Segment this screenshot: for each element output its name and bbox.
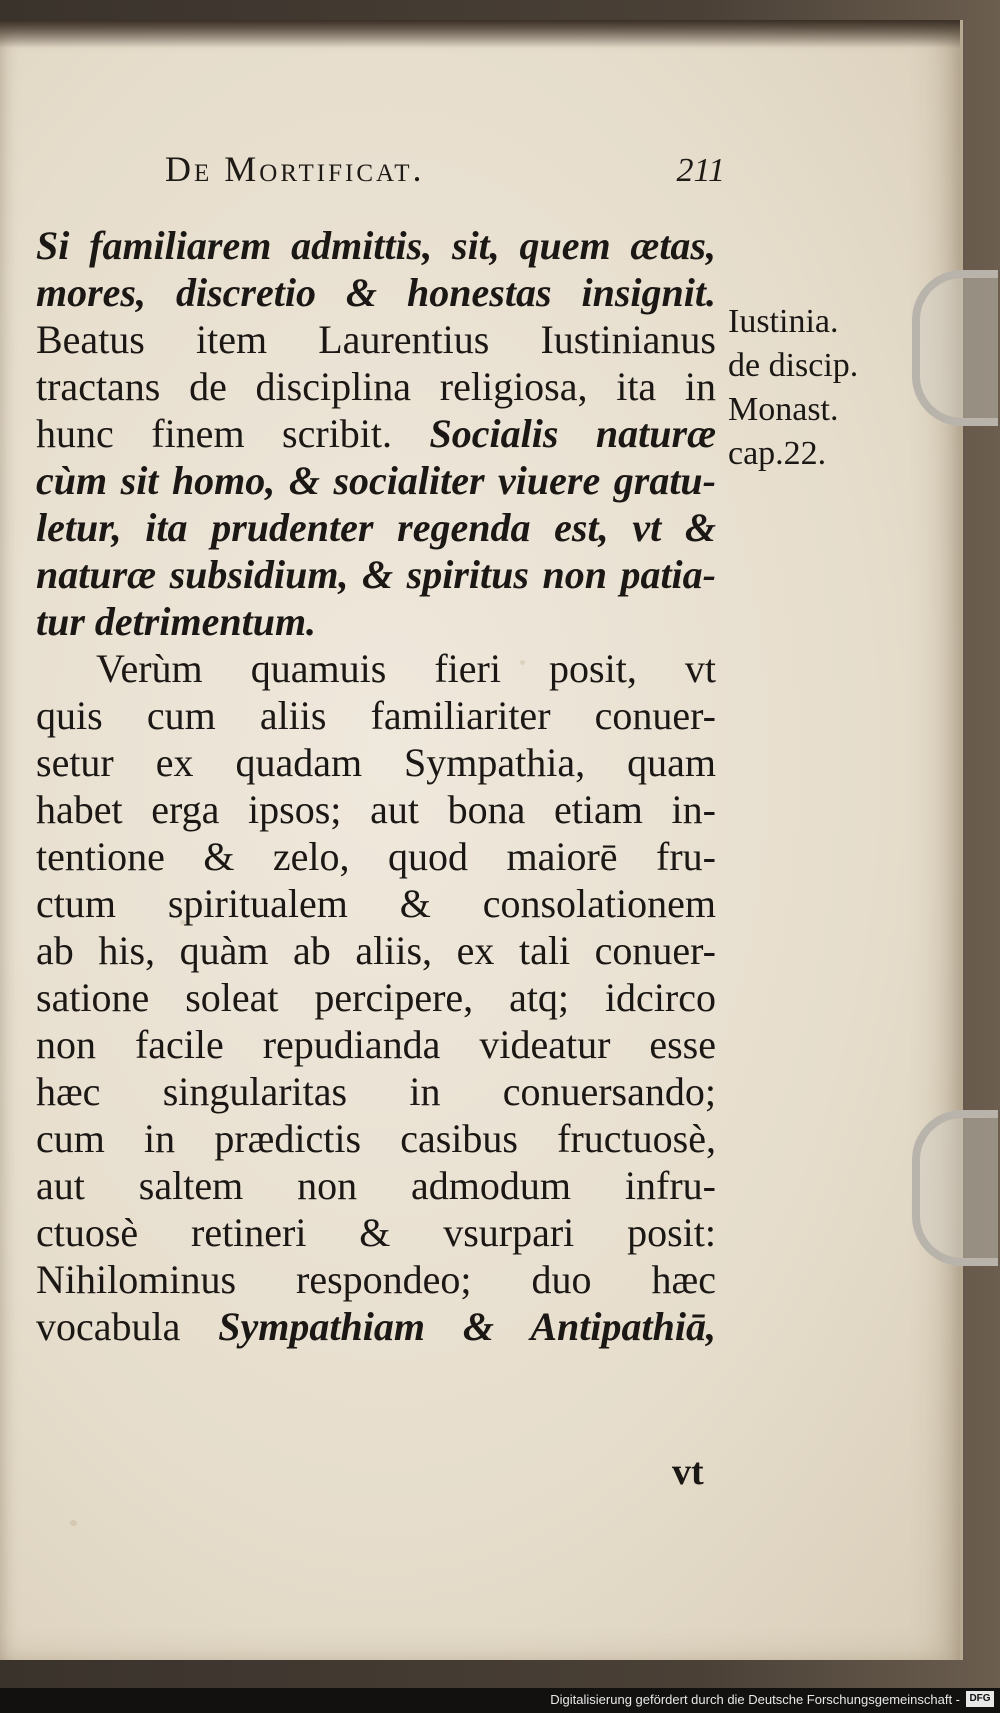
dfg-logo: DFG [966, 1691, 994, 1707]
text-line [36, 1209, 716, 1256]
text-line [36, 551, 716, 598]
running-head-title: De Mortificat. [165, 149, 425, 189]
text-segment: Si familiarem admittis, sit, quem ætas, [36, 223, 716, 268]
text-line [36, 269, 716, 316]
text-line [36, 457, 716, 504]
text-segment: vocabula [36, 1304, 219, 1349]
text-line [36, 222, 716, 269]
text-segment: Verùm quamuis fieri posit, vt [96, 646, 716, 691]
text-segment: Nihilominus respondeo; duo hæc [36, 1257, 716, 1302]
text-line [36, 316, 716, 363]
page-number: 211 [676, 152, 725, 189]
text-line [36, 974, 716, 1021]
page-clip-upper [912, 270, 998, 426]
text-line [36, 1115, 716, 1162]
text-segment: tur detrimentum. [36, 599, 317, 644]
text-line [36, 692, 716, 739]
margin-note-line: de discip. [728, 347, 859, 384]
text-line [36, 833, 716, 880]
text-segment: non facile repudianda videatur esse [36, 1022, 716, 1067]
top-page-shadow [0, 20, 960, 48]
margin-note-line: Monast. [728, 391, 839, 428]
text-segment: tractans de disciplina religiosa, ita in [36, 364, 716, 409]
text-line [36, 1021, 716, 1068]
text-segment: cum in prædictis casibus fructuosè, [36, 1116, 716, 1161]
text-segment: Socialis naturæ [429, 411, 716, 456]
paper-spot [70, 1520, 77, 1526]
text-segment: cùm sit homo, & socialiter viuere gratu- [36, 458, 716, 503]
text-segment: aut saltem non admodum infru- [36, 1163, 716, 1208]
footer-credit: Digitalisierung gefördert durch die Deutsche Forschungsgemeinschaft - [550, 1692, 960, 1707]
text-line [36, 786, 716, 833]
text-segment: ctuosè retineri & vsurpari posit: [36, 1210, 716, 1255]
text-segment: tentione & zelo, quod maiorē fru- [36, 834, 716, 879]
text-segment: hæc singularitas in conuersando; [36, 1069, 716, 1114]
text-line [36, 598, 716, 645]
text-line [36, 1256, 716, 1303]
text-line [36, 363, 716, 410]
text-line [36, 410, 716, 457]
text-line [36, 1303, 716, 1350]
page-clip-lower [912, 1110, 998, 1266]
catchword: vt [672, 1451, 704, 1493]
text-line [36, 1162, 716, 1209]
text-line [36, 927, 716, 974]
text-segment: quis cum aliis familiariter conuer- [36, 693, 716, 738]
text-segment: ab his, quàm ab aliis, ex tali conuer- [36, 928, 716, 973]
text-line [36, 504, 716, 551]
margin-note-line: Iustinia. [728, 303, 839, 340]
margin-note-line: cap.22. [728, 435, 827, 472]
text-segment: habet erga ipsos; aut bona etiam in- [36, 787, 716, 832]
text-segment: mores, discretio & honestas insignit. [36, 270, 716, 315]
text-line [36, 1068, 716, 1115]
text-segment: hunc finem scribit. [36, 411, 430, 456]
text-segment: letur, ita prudenter regenda est, vt & [36, 505, 716, 550]
text-line [36, 880, 716, 927]
text-segment: satione soleat percipere, atq; idcirco [36, 975, 716, 1020]
margin-note [728, 300, 858, 476]
text-line [36, 739, 716, 786]
text-segment: Sympathiam & Antipathiā, [218, 1304, 716, 1349]
text-line [36, 645, 716, 692]
text-segment: naturæ subsidium, & spiritus non patia- [36, 552, 716, 597]
body-text [36, 222, 716, 1350]
text-segment: Beatus item Laurentius Iustinianus [36, 317, 716, 362]
running-head [165, 148, 725, 190]
text-segment: ctum spiritualem & consolationem [36, 881, 716, 926]
text-segment: setur ex quadam Sympathia, quam [36, 740, 716, 785]
